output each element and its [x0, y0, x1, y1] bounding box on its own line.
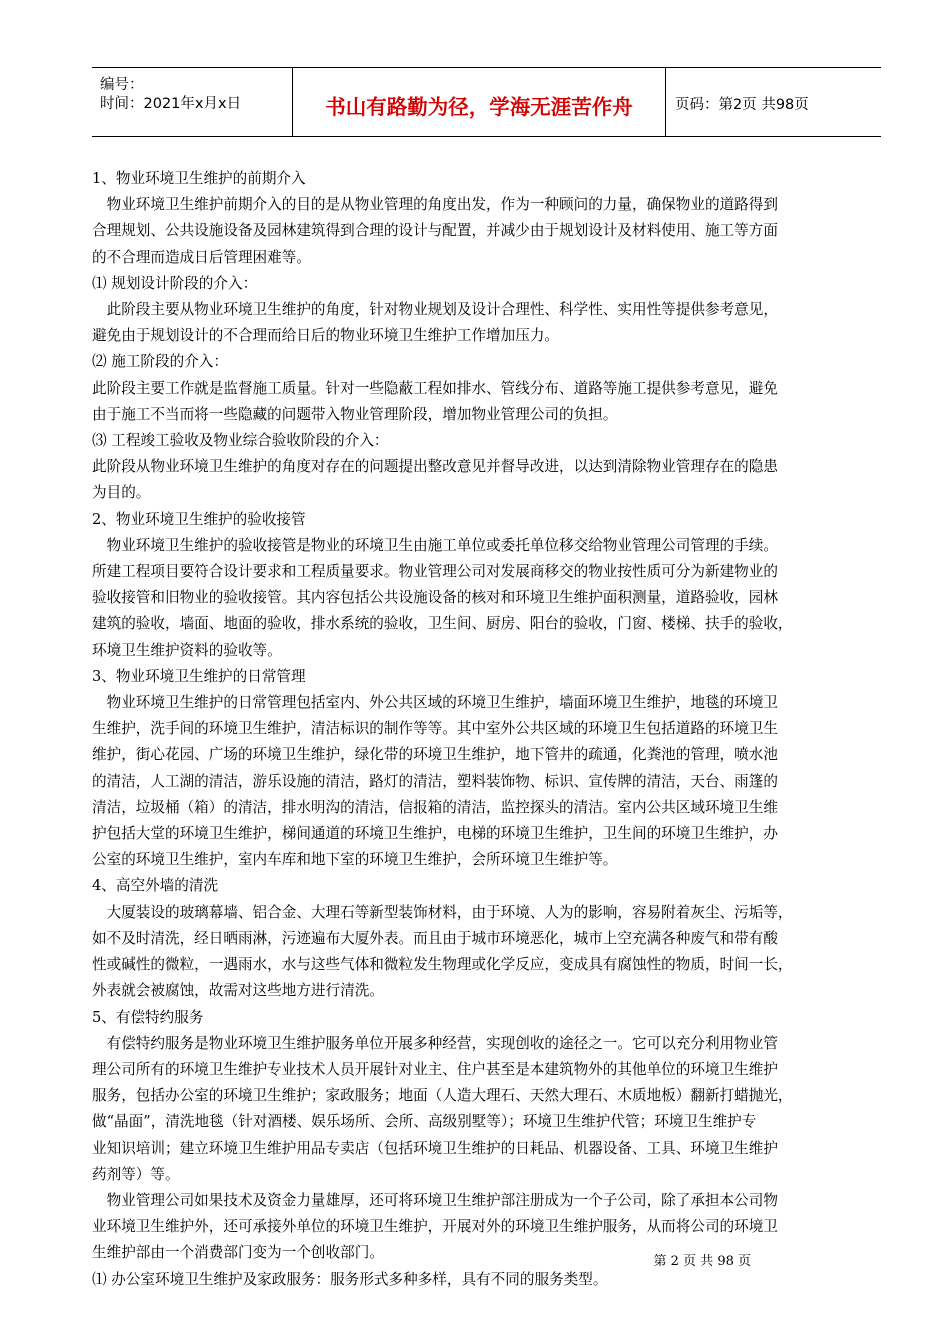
text-line: 药剂等）等。: [92, 1165, 180, 1183]
text-line: 为目的。: [92, 484, 151, 502]
text-line: 3、物业环境卫生维护的日常管理: [92, 667, 306, 685]
text-line: 验收接管和旧物业的验收接管。其内容包括公共设施设备的核对和环境卫生维护面积测量，道路验收，园林: [92, 589, 778, 607]
text-line: 2、物业环境卫生维护的验收接管: [92, 510, 306, 528]
page-header: [92, 67, 881, 137]
text-line: 此阶段从物业环境卫生维护的角度对存在的问题提出整改意见并督导改进，以达到清除物业管理存在的隐患: [92, 458, 778, 476]
text-line: 的不合理而造成日后管理困难等。: [92, 248, 311, 266]
text-line: 生维护部由一个消费部门变为一个创收部门。: [92, 1244, 384, 1262]
text-line: 建筑的验收，墙面、地面的验收，排水系统的验收，卫生间、厨房、阳台的验收，门窗、楼梯、扶手的验收，: [92, 615, 793, 633]
header-motto: 书山有路勤为径，学海无涯苦作舟: [325, 95, 633, 119]
document-body: [92, 166, 882, 1293]
text-line: 性或碱性的微粒，一遇雨水，水与这些气体和微粒发生物理或化学反应，变成具有腐蚀性的物质，时间一长，: [92, 956, 793, 974]
text-line: 外表就会被腐蚀，故需对这些地方进行清洗。: [92, 982, 384, 1000]
doc-number-label: 编号：: [100, 77, 144, 93]
text-line: 公室的环境卫生维护，室内车库和地下室的环境卫生维护，会所环境卫生维护等。: [92, 851, 618, 869]
text-line: 业环境卫生维护外，还可承接外单位的环境卫生维护，开展对外的环境卫生维护服务，从而将公司的环境卫: [92, 1218, 778, 1236]
text-line: 大厦装设的玻璃幕墙、铝合金、大理石等新型装饰材料，由于环境、人为的影响，容易附着灰尘、污垢等，: [92, 903, 793, 921]
text-line: 生维护，洗手间的环境卫生维护，清洁标识的制作等等。其中室外公共区域的环境卫生包括道路的环境卫生: [92, 720, 778, 738]
text-line: 物业管理公司如果技术及资金力量雄厚，还可将环境卫生维护部注册成为一个子公司，除了承担本公司物: [92, 1191, 778, 1209]
text-line: 此阶段主要从物业环境卫生维护的角度，针对物业规划及设计合理性、科学性、实用性等提供参考意见，: [92, 301, 778, 319]
text-line: 维护，街心花园、广场的环境卫生维护，绿化带的环境卫生维护，地下管井的疏通，化粪池的管理，喷水池: [92, 746, 778, 764]
text-line: ⑶ 工程竣工验收及物业综合验收阶段的介入：: [92, 432, 389, 450]
text-line: 此阶段主要工作就是监督施工质量。针对一些隐蔽工程如排水、管线分布、道路等施工提供参考意见，避免: [92, 379, 778, 397]
text-line: 5、有偿特约服务: [92, 1008, 204, 1026]
text-line: 由于施工不当而将一些隐藏的问题带入物业管理阶段，增加物业管理公司的负担。: [92, 405, 618, 423]
text-line: 避免由于规划设计的不合理而给日后的物业环境卫生维护工作增加压力。: [92, 327, 560, 345]
text-line: 业知识培训；建立环境卫生维护用品专卖店（包括环境卫生维护的日耗品、机器设备、工具、环境卫生维护: [92, 1139, 778, 1157]
header-page-cell: [665, 68, 881, 136]
text-line: 服务，包括办公室的环境卫生维护；家政服务；地面（人造大理石、天然大理石、木质地板）翻新打蜡抛光，: [92, 1087, 793, 1105]
text-line: 物业环境卫生维护的日常管理包括室内、外公共区域的环境卫生维护，墙面环境卫生维护，地毯的环境卫: [92, 694, 778, 712]
text-line: 4、高空外墙的清洗: [92, 877, 219, 895]
text-line: 护包括大堂的环境卫生维护，梯间通道的环境卫生维护，电梯的环境卫生维护，卫生间的环境卫生维护，办: [92, 825, 778, 843]
text-line: 1、物业环境卫生维护的前期介入: [92, 170, 306, 187]
doc-time-label: 时间：2021年x月x日: [100, 96, 242, 112]
text-line: 的清洁，人工湖的清洁，游乐设施的清洁，路灯的清洁，塑料装饰物、标识、宣传牌的清洁，天台、雨篷的: [92, 772, 778, 790]
header-meta-cell: [92, 68, 292, 136]
text-line: 做“晶面”，清洗地毯（针对酒楼、娱乐场所、会所、高级别墅等）；环境卫生维护代管；环境卫生维护专: [92, 1113, 757, 1131]
text-line: 物业环境卫生维护前期介入的目的是从物业管理的角度出发，作为一种顾问的力量，确保物业的道路得到: [92, 196, 778, 214]
text-line: 环境卫生维护资料的验收等。: [92, 641, 282, 659]
text-line: 有偿特约服务是物业环境卫生维护服务单位开展多种经营，实现创收的途径之一。它可以充分利用物业管: [92, 1034, 778, 1052]
text-line: ⑴ 规划设计阶段的介入：: [92, 274, 258, 292]
page-footer: 第 2 页 共 98 页: [653, 1254, 751, 1269]
text-line: 理公司所有的环境卫生维护专业技术人员开展针对业主、住户甚至是本建筑物外的其他单位的环境卫生维护: [92, 1060, 778, 1078]
text-line: ⑴ 办公室环境卫生维护及家政服务：服务形式多种多样，具有不同的服务类型。: [92, 1270, 608, 1288]
text-line: 如不及时清洗，经日晒雨淋，污迹遍布大厦外表。而且由于城市环境恶化，城市上空充满各种废气和带有酸: [92, 929, 778, 947]
text-line: 清洁，垃圾桶（箱）的清洁，排水明沟的清洁，信报箱的清洁，监控探头的清洁。室内公共区域环境卫生维: [92, 798, 778, 816]
header-motto-cell: [292, 68, 666, 136]
text-line: 所建工程项目要符合设计要求和工程质量要求。物业管理公司对发展商移交的物业按性质可分为新建物业的: [92, 563, 778, 581]
text-line: 合理规划、公共设施设备及园林建筑得到合理的设计与配置，并减少由于规划设计及材料使用、施工等方面: [92, 222, 778, 240]
text-line: ⑵ 施工阶段的介入：: [92, 353, 228, 371]
text-line: 物业环境卫生维护的验收接管是物业的环境卫生由施工单位或委托单位移交给物业管理公司管理的手续。: [92, 536, 778, 554]
header-page-info: 页码：第2页 共98页: [675, 97, 809, 113]
